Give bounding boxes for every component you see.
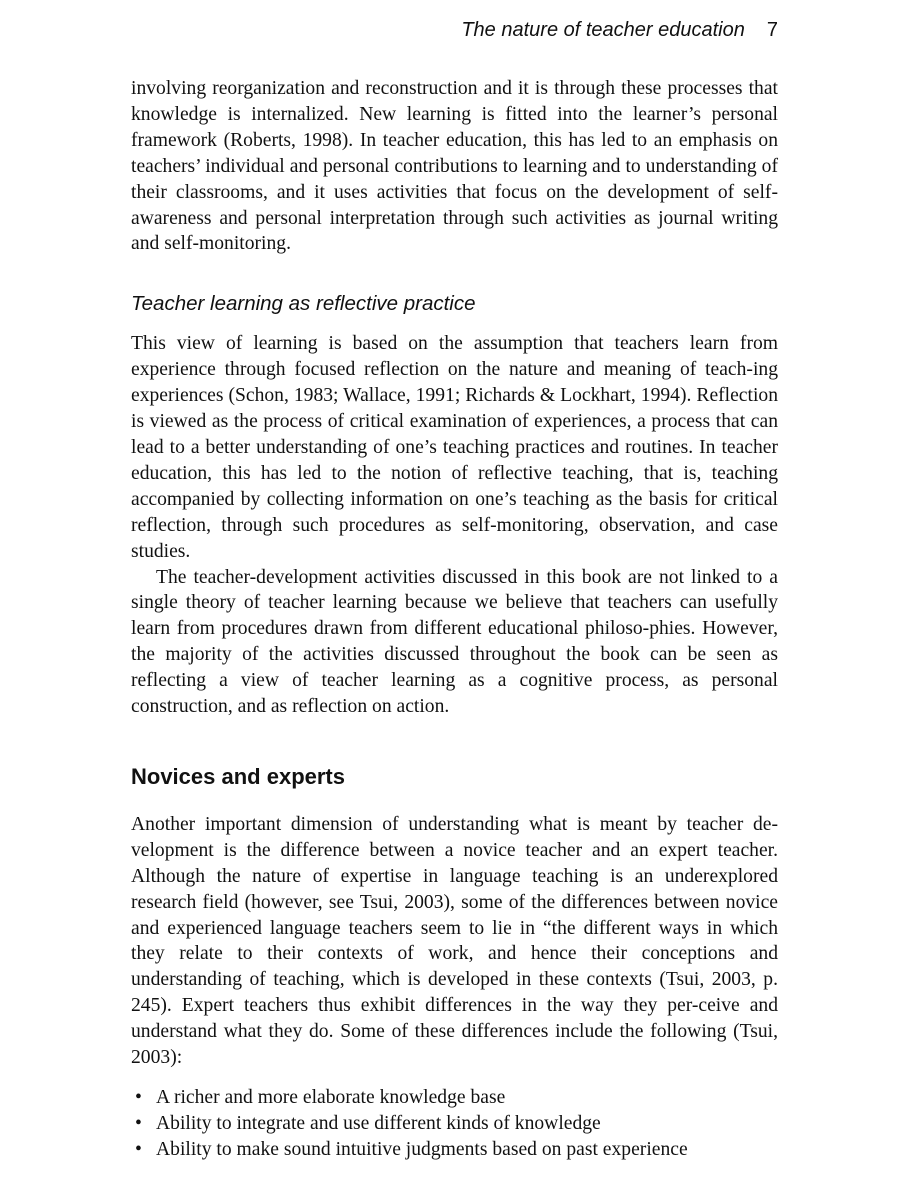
paragraph-continuation: involving reorganization and reconstruction and it is through these processes that knowledge is internalized. New learning is fitted into the learner’s personal framework (Roberts, 1998). In teacher education, this has led to an emphasis on teachers’ individual and personal contributions to learning and to understanding of their classrooms, and it uses activities that focus on the development of self-awareness and personal interpretation through such activities as journal writing and self-monitoring. <box>131 78 778 255</box>
page-content <box>131 76 778 1163</box>
list-item <box>131 1111 778 1137</box>
list-item-text: A richer and more elaborate knowledge base <box>156 1087 506 1108</box>
list-item <box>131 1085 778 1111</box>
paragraph-reflective-practice: This view of learning is based on the assumption that teachers learn from experience through focused reflection on the nature and meaning of teach-ing experiences (Schon, 1983; Wallace, 1991; Richards & Lockhart, 1994). Reflection is viewed as the process of critical examination of experiences, a process that can lead to a better understanding of one’s teaching practices and routines. In teacher education, this has led to the notion of reflective teaching, that is, teaching accompanied by collecting information on one’s teaching as the basis for critical reflection, through such procedures as self-monitoring, observation, and case studies. <box>131 333 778 562</box>
list-item-text: Ability to make sound intuitive judgments based on past experience <box>156 1138 688 1160</box>
page-number: 7 <box>766 19 778 41</box>
paragraph-teacher-development-activities: The teacher-development activities discussed in this book are not linked to a single theory of teacher learning because we believe that teachers can usefully learn from procedures drawn from different educational philoso-phies. However, the majority of the activities discussed throughout the book can be seen as reflecting a view of teacher learning as a cognitive process, as personal construction, and as reflection on action. <box>131 566 778 718</box>
list-item-text: Ability to integrate and use different kinds of knowledge <box>156 1112 601 1134</box>
bullet-icon: • <box>135 1138 142 1160</box>
expert-differences-list <box>131 1085 778 1163</box>
bullet-icon: • <box>135 1087 142 1108</box>
running-header <box>461 16 778 44</box>
running-title: The nature of teacher education <box>461 19 745 41</box>
bullet-icon: • <box>135 1112 142 1134</box>
section-heading-novices-experts: Novices and experts <box>131 763 345 789</box>
paragraph-novices-experts: Another important dimension of understanding what is meant by teacher de-velopment is the difference between a novice teacher and an expert teacher. Although the nature of expertise in language teaching is an underexplored research field (however, see Tsui, 2003), some of the differences between novice and experienced language teachers seem to lie in “the different ways in which they relate to their contexts of work, and hence their conceptions and understanding of teaching, which is developed in these contexts (Tsui, 2003, p. 245). Expert teachers thus exhibit differences in the way they per-ceive and understand what they do. Some of these differences include the following (Tsui, 2003): <box>131 813 778 1069</box>
list-item <box>131 1137 778 1163</box>
subheading-reflective-practice: Teacher learning as reflective practice <box>131 292 476 316</box>
